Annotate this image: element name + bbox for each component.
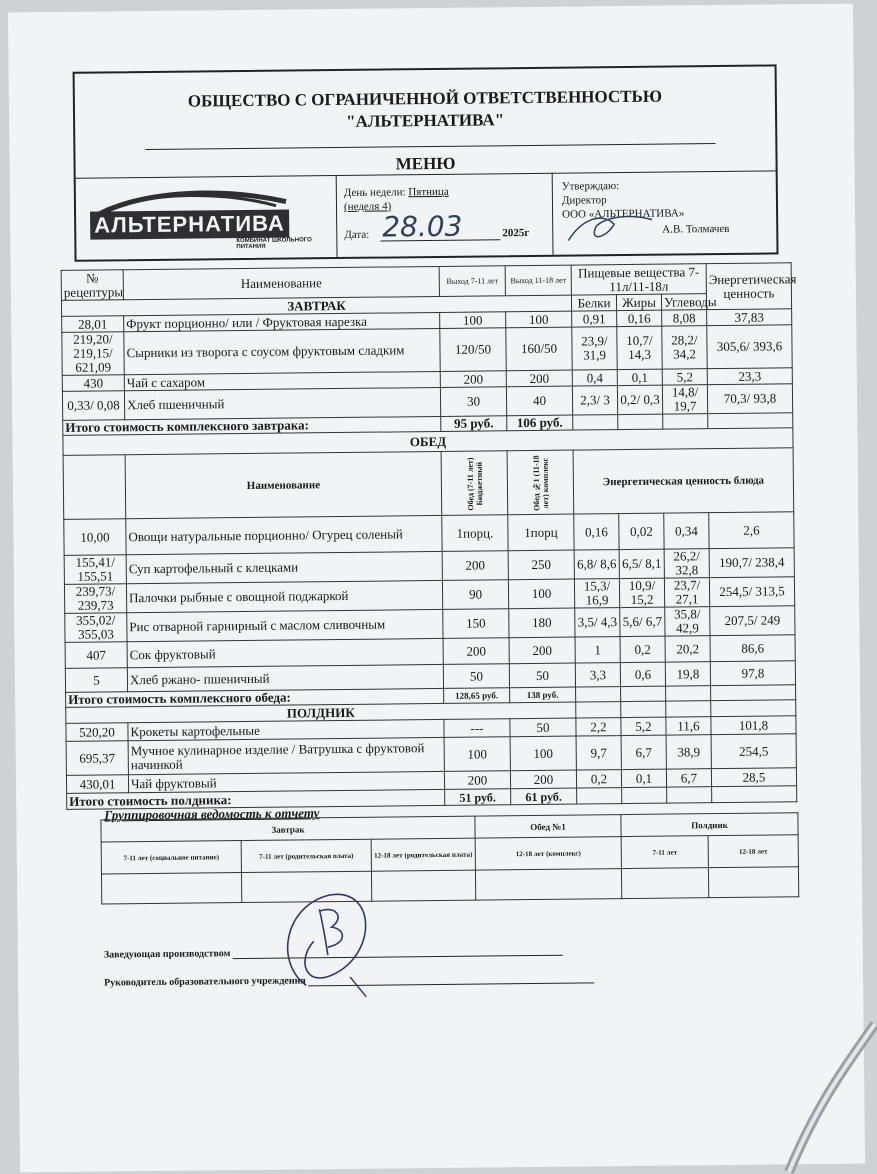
dish-name: Хлеб пшеничный — [124, 387, 440, 419]
fats: 0,1 — [621, 769, 666, 787]
portion-1: 100 — [440, 312, 506, 329]
proteins: 3,3 — [575, 663, 620, 687]
org-name — [75, 84, 775, 135]
energy: 2,6 — [709, 512, 794, 549]
grouping-subhead: 12-18 лет — [708, 835, 798, 868]
snack-total-1: 51 руб. — [445, 789, 511, 806]
grouping-title: Группировочная ведомость к отчету — [104, 805, 320, 823]
date-label: Дата: — [344, 228, 370, 241]
proteins: 0,4 — [572, 370, 617, 386]
fats: 6,7 — [621, 735, 666, 769]
carbs: 28,2/ 34,2 — [662, 326, 707, 369]
proteins: 9,7 — [576, 736, 621, 770]
dish-name: Рис отварной гарнирный с маслом сливочным — [127, 609, 443, 641]
recipe-code: 0,33/ 0,08 — [62, 391, 124, 421]
signature-line-1-label: Заведующая производством — [103, 948, 231, 961]
dish-name: Мучное кулинарное изделие / Ватрушка с фруктовой начинкой — [128, 737, 444, 774]
logo-subtext: КОМБИНАТ ШКОЛЬНОГО ПИТАНИЯ — [236, 237, 312, 251]
lunch-total-label: Итого стоимость комплексного обеда: — [66, 688, 444, 707]
col-proteins-head: Белки — [571, 295, 616, 311]
proteins: 23,9/ 31,9 — [572, 327, 617, 370]
org-line-1: ОБЩЕСТВО С ОГРАНИЧЕННОЙ ОТВЕТСТВЕННОСТЬЮ — [187, 86, 663, 111]
grouping-cell — [708, 867, 798, 898]
carbs: 19,8 — [665, 662, 710, 686]
energy: 23,3 — [707, 368, 792, 385]
energy: 254,5 — [711, 734, 796, 769]
proteins: 2,2 — [576, 718, 621, 736]
portion-2: 100 — [510, 736, 576, 771]
portion-1: 200 — [442, 551, 508, 581]
portion-2: 50 — [509, 663, 575, 688]
carbs: 5,2 — [662, 369, 707, 385]
col-out1-head: Выход 7-11 лет — [439, 266, 505, 297]
lunch-total-2: 138 руб. — [510, 687, 576, 703]
energy: 190,7/ 238,4 — [709, 548, 794, 578]
portion-1: 120/50 — [440, 328, 506, 372]
approve-org: ООО «АЛЬТЕРНАТИВА» — [562, 207, 685, 221]
fats: 0,1 — [617, 369, 662, 385]
proteins: 0,16 — [574, 514, 619, 550]
handwritten-signature-icon — [265, 880, 396, 1001]
dish-name: Чай фруктовый — [128, 771, 444, 792]
portion-2: 250 — [508, 550, 574, 580]
fats: 6,5/ 8,1 — [619, 549, 664, 578]
col-nutrients-head: Пищевые вещества 7-11л/11-18л — [571, 264, 706, 295]
fats: 5,6/ 6,7 — [620, 607, 665, 636]
portion-2: 160/50 — [506, 327, 572, 371]
carbs: 38,9 — [666, 735, 711, 769]
proteins: 1 — [575, 637, 620, 663]
dish-name: Крокеты картофельные — [128, 719, 444, 740]
lunch-total-1: 128,65 руб. — [444, 688, 510, 704]
lunch-col2-head: Обед №1 (11-18 лет) комплекс — [531, 454, 550, 511]
grouping-subhead: 7-11 лет (родительская плата) — [241, 839, 371, 872]
energy: 70,3/ 93,8 — [707, 384, 792, 414]
weekday-label: День недели: — [343, 186, 406, 199]
lunch-rows — [64, 512, 796, 693]
portion-1: 200 — [440, 371, 506, 388]
dish-name: Суп картофельный с клецками — [126, 551, 442, 583]
recipe-code: 5 — [65, 668, 127, 693]
proteins: 3,5/ 4,3 — [575, 608, 620, 637]
portion-1: 90 — [442, 580, 508, 610]
grouping-subhead: 12-18 лет (комплекс) — [475, 837, 621, 871]
dish-name: Овощи натуральные порционно/ Огурец соленый — [126, 515, 442, 554]
grouping-subhead: 7-11 лет (социальное питание) — [101, 841, 241, 874]
carbs: 0,34 — [664, 513, 709, 549]
grouping-cell — [621, 868, 708, 899]
signature-line-2-label: Руководитель образовательного учреждения — [104, 975, 306, 989]
recipe-code: 520,20 — [66, 723, 128, 742]
menu-table — [61, 262, 798, 810]
portion-1: 30 — [440, 387, 506, 417]
proteins: 15,3/ 16,9 — [574, 579, 619, 608]
week-number: (неделя 4) — [343, 200, 392, 213]
col-carbs-head: Углеводы — [661, 294, 706, 310]
breakfast-total-2: 106 руб. — [507, 415, 573, 431]
header-box — [73, 64, 779, 261]
company-logo — [86, 187, 327, 252]
carbs: 26,2/ 32,8 — [664, 549, 709, 578]
grouping-breakfast: Завтрак — [101, 816, 475, 842]
grouping-subhead: 12-18 лет (родительская плата) — [371, 838, 475, 871]
portion-2: 40 — [506, 386, 572, 416]
fats: 5,2 — [621, 717, 666, 735]
lunch-name-head: Наименование — [125, 451, 442, 518]
snack-rows — [66, 716, 797, 794]
director-signature-icon — [562, 208, 662, 249]
energy: 254,5/ 313,5 — [709, 577, 794, 607]
fats: 0,02 — [619, 513, 664, 549]
carbs: 8,08 — [662, 310, 707, 326]
col-recipe-head: № рецептуры — [61, 270, 123, 301]
energy: 37,83 — [707, 309, 792, 326]
recipe-code: 430,01 — [66, 775, 128, 794]
section-snack: ПОЛДНИК — [66, 702, 576, 723]
fats: 0,2 — [620, 636, 665, 662]
col-energy-head: Энергетическая ценность — [706, 263, 791, 310]
portion-2: 100 — [508, 579, 574, 609]
year: 2025г — [502, 227, 530, 240]
portion-2: 50 — [510, 718, 576, 737]
date-handwritten: 28.03 — [382, 209, 463, 244]
grouping-snack: Полдник — [621, 813, 798, 837]
proteins: 2,3/ 3 — [572, 386, 617, 415]
recipe-code: 10,00 — [64, 519, 126, 556]
recipe-code: 155,41/ 155,51 — [64, 555, 126, 585]
col-name-head: Наименование — [123, 266, 439, 299]
portion-1: 200 — [443, 638, 509, 665]
breakfast-row — [62, 325, 792, 376]
portion-2: 200 — [506, 370, 572, 387]
grouping-cell — [101, 873, 241, 904]
menu-title: МЕНЮ — [395, 153, 456, 174]
snack-total-2: 61 руб. — [511, 788, 577, 805]
portion-1: 200 — [444, 771, 510, 790]
dish-name: Сырники из творога с соусом фруктовым сладким — [124, 328, 440, 374]
portion-2: 180 — [509, 608, 575, 638]
carbs: 11,6 — [666, 717, 711, 735]
dish-name: Палочки рыбные с овощной поджаркой — [126, 580, 442, 612]
org-line-2: "АЛЬТЕРНАТИВА" — [346, 110, 505, 131]
fats: 0,2/ 0,3 — [617, 385, 662, 414]
grouping-table — [100, 812, 799, 904]
weekday-value: Пятница — [408, 185, 449, 199]
portion-2: 200 — [510, 770, 576, 789]
recipe-code: 219,20/ 219,15/ 621,09 — [62, 332, 124, 376]
snack-total-label: Итого стоимость полдника: — [67, 789, 445, 809]
breakfast-total-1: 95 руб. — [441, 416, 507, 432]
section-lunch: ОБЕД — [63, 428, 793, 456]
weekday — [344, 186, 449, 199]
grouping-subhead: 7-11 лет — [621, 836, 708, 869]
approve-position: Директор — [561, 194, 607, 207]
energy: 207,5/ 249 — [710, 606, 795, 636]
lunch-col1-head: Обед (7-11 лет) Бюджетный — [465, 456, 484, 510]
fats: 10,9/ 15,2 — [619, 578, 664, 607]
logo-text: АЛЬТЕРНАТИВА — [90, 210, 289, 240]
fats: 0,6 — [620, 662, 665, 686]
breakfast-rows — [62, 309, 793, 421]
fats: 0,16 — [617, 310, 662, 326]
portion-2: 100 — [506, 311, 572, 328]
proteins: 0,91 — [572, 311, 617, 327]
portion-1: --- — [444, 719, 510, 738]
col-fats-head: Жиры — [616, 294, 661, 310]
energy: 28,5 — [711, 768, 796, 787]
dish-name: Чай с сахаром — [124, 371, 440, 390]
carbs: 14,8/ 19,7 — [662, 385, 707, 414]
lunch-energy-head: Энергетическая ценность блюда — [573, 448, 794, 514]
grouping-cell — [475, 869, 621, 901]
portion-1: 1порц. — [442, 515, 508, 552]
recipe-code: 695,37 — [66, 741, 128, 776]
portion-2: 1порц — [508, 514, 574, 551]
portion-2: 200 — [509, 637, 575, 664]
portion-1: 150 — [443, 609, 509, 639]
grouping-lunch: Обед №1 — [475, 815, 621, 839]
recipe-code: 407 — [65, 642, 127, 669]
proteins: 0,2 — [576, 770, 621, 788]
recipe-code: 355,02/ 355,03 — [65, 613, 127, 643]
dish-name: Фрукт порционно/ или / Фруктовая нарезка — [124, 312, 440, 331]
dish-name: Хлеб ржано- пшеничный — [127, 664, 443, 691]
approve-label: Утверждаю: — [561, 180, 620, 193]
recipe-code: 239,73/ 239,73 — [64, 584, 126, 614]
energy: 305,6/ 393,6 — [707, 325, 792, 369]
fats: 10,7/ 14,3 — [617, 326, 662, 369]
portion-1: 100 — [444, 737, 510, 772]
carbs: 23,7/ 27,1 — [664, 578, 709, 607]
energy: 86,6 — [710, 635, 795, 662]
energy: 101,8 — [711, 716, 796, 735]
menu-sheet — [8, 4, 865, 1173]
col-out2-head: Выход 11-18 лет — [505, 265, 571, 296]
carbs: 35,8/ 42,9 — [665, 607, 710, 636]
recipe-code: 28,01 — [62, 316, 124, 333]
carbs: 6,7 — [666, 769, 711, 787]
carbs: 20,2 — [665, 636, 710, 662]
section-breakfast: ЗАВТРАК — [61, 295, 571, 316]
cable-icon — [757, 994, 877, 1174]
dish-name: Сок фруктовый — [127, 638, 443, 667]
breakfast-total-label: Итого стоимость комплексного завтрака: — [63, 416, 441, 435]
proteins: 6,8/ 8,6 — [574, 550, 619, 579]
director-name: А.В. Толмачев — [662, 222, 730, 236]
recipe-code: 430 — [62, 375, 124, 392]
portion-1: 50 — [443, 664, 509, 689]
energy: 97,8 — [710, 661, 795, 686]
